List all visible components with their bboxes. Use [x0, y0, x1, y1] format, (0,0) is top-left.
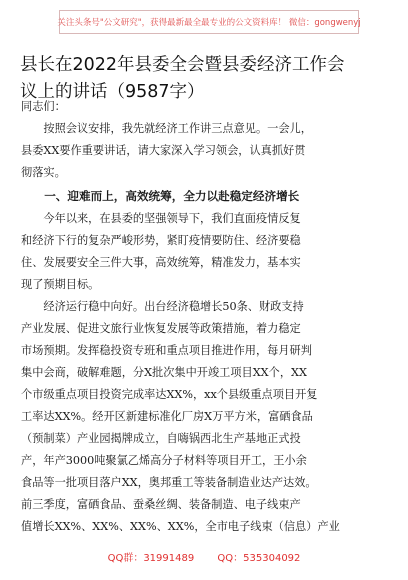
- promo-banner[interactable]: 关注头条号"公文研究"，获得最新最全最专业的公文资料库！ 微信：gongwenyj: [59, 10, 359, 34]
- footer-contacts: [0, 549, 408, 564]
- title-line: 县长在2022年县委全会暨县委经济工作会: [20, 55, 345, 75]
- salutation: 同志们：: [21, 100, 66, 113]
- paragraph-overview: [21, 208, 389, 296]
- text-line: 产业发展、促进文旅行业恢复发展等政策措施，着力稳定: [21, 322, 301, 335]
- text-line: 个市级重点项目投资完成率达XX%，xx个县级重点项目开复: [21, 388, 318, 401]
- text-line: （预制菜）产业园揭牌成立，自嗨锅西北生产基地正式投: [21, 432, 301, 445]
- document-body: [21, 96, 389, 538]
- text-line: 按照会议安排，我先就经济工作讲三点意见。一会儿，: [21, 122, 312, 135]
- text-line: 现了预期目标。: [21, 278, 100, 291]
- qq-group: QQ群：31991489: [107, 553, 195, 564]
- text-line: 县委XX要作重要讲话，请大家深入学习领会，认真抓好贯: [21, 144, 306, 157]
- title-line: 议上的讲话（9587字）: [20, 82, 205, 102]
- text-line: 彻落实。: [21, 166, 66, 179]
- text-line: 前三季度，富硒食品、蚕桑丝绸、装备制造、电子线束产: [21, 498, 301, 511]
- text-line: 值增长XX%、XX%、XX%、XX%，全市电子线束（信息）产业: [21, 520, 340, 533]
- text-line: 食品等一批项目落户XX，奥邦重工等装备制造业达产达效。: [21, 476, 317, 489]
- qq-contact: QQ：535304092: [217, 553, 301, 564]
- text-line: 集中会商，破解难题，分X批次集中开竣工项目XX个，XX: [21, 366, 307, 379]
- paragraph-intro: [21, 118, 389, 184]
- text-line: 市场预期。发挥稳投资专班和重点项目推进作用，每月研判: [21, 344, 312, 357]
- text-line: 和经济下行的复杂严峻形势，紧盯疫情要防住、经济要稳: [21, 234, 301, 247]
- text-line: 今年以来，在县委的坚强领导下，我们直面疫情反复: [21, 212, 301, 225]
- text-line: 工率达XX%。经开区新建标准化厂房X万平方米，富硒食品: [21, 410, 313, 423]
- text-line: 经济运行稳中向好。出台经济稳增长50条、财政支持: [21, 300, 304, 313]
- text-line: 产，年产3000吨聚氯乙烯高分子材料等项目开工，王小余: [21, 454, 307, 467]
- text-line: 住、发展要安全三件大事，高效统筹，精准发力，基本实: [21, 256, 301, 269]
- paragraph-economy: [21, 296, 389, 538]
- section-heading: 一、迎难而上，高效统筹，全力以赴稳定经济增长: [21, 189, 300, 203]
